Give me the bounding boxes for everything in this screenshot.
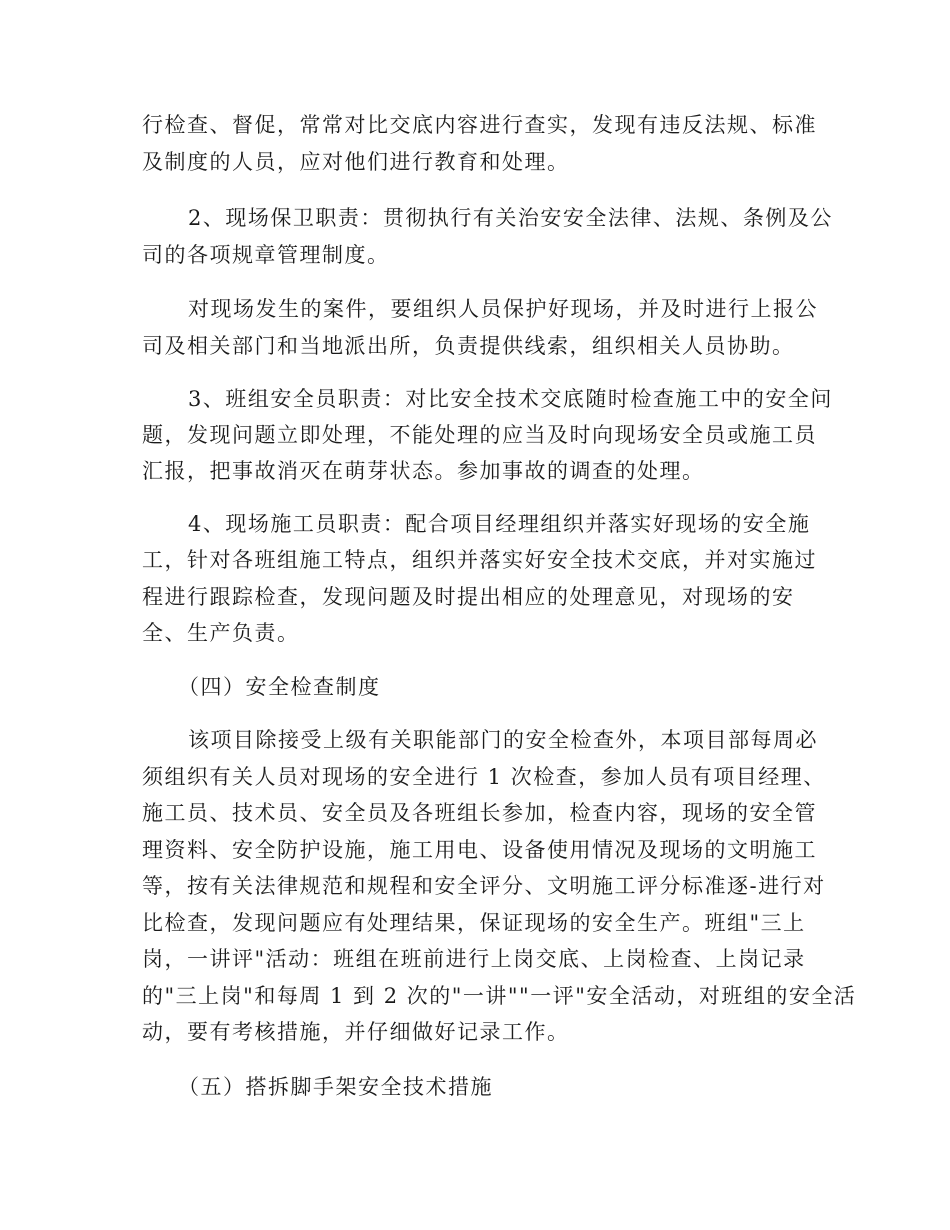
text-line: 全、生产负责。 — [142, 621, 300, 645]
text-line: 司的各项规章管理制度。 — [142, 243, 390, 267]
text-line: 比检查，发现问题应有处理结果，保证现场的安全生产。班组"三上 — [142, 911, 806, 935]
text-line: 岗，一讲评"活动：班组在班前进行上岗交底、上岗检查、上岗记录 — [142, 947, 806, 971]
text-line: 施工员、技术员、安全员及各班组长参加，检查内容，现场的安全管 — [142, 801, 817, 825]
text-line: 汇报，把事故消灭在萌芽状态。参加事故的调查的处理。 — [142, 459, 705, 483]
text-line: 3、班组安全员职责：对比安全技术交底随时检查施工中的安全问 — [188, 387, 833, 411]
text-line: 理资料、安全防护设施，施工用电、设备使用情况及现场的文明施工 — [142, 838, 817, 862]
text-line: 2、现场保卫职责：贯彻执行有关治安安全法律、法规、条例及公 — [188, 206, 833, 230]
text-line: 该项目除接受上级有关职能部门的安全检查外，本项目部每周必 — [188, 728, 818, 752]
text-line: 程进行跟踪检查，发现问题及时提出相应的处理意见，对现场的安 — [142, 585, 795, 609]
text-line: 须组织有关人员对现场的安全进行 1 次检查，参加人员有项目经理、 — [142, 765, 826, 789]
section-heading: （五）搭拆脚手架安全技术措施 — [178, 1075, 493, 1099]
text-line: 及制度的人员，应对他们进行教育和处理。 — [142, 150, 570, 174]
text-line: 4、现场施工员职责：配合项目经理组织并落实好现场的安全施 — [188, 512, 811, 536]
text-line: 等，按有关法律规范和规程和安全评分、文明施工评分标准逐-进行对 — [142, 874, 826, 898]
text-line: 工，针对各班组施工特点，组织并落实好安全技术交底，并对实施过 — [142, 548, 817, 572]
text-line: 题，发现问题立即处理，不能处理的应当及时向现场安全员或施工员 — [142, 423, 817, 447]
text-line: 的"三上岗"和每周 1 到 2 次的"一讲""一评"安全活动，对班组的安全活 — [142, 984, 857, 1008]
text-line: 对现场发生的案件，要组织人员保护好现场，并及时进行上报公 — [188, 297, 818, 321]
section-heading: （四）安全检查制度 — [178, 675, 381, 699]
text-line: 动，要有考核措施，并仔细做好记录工作。 — [142, 1020, 570, 1044]
text-line: 行检查、督促，常常对比交底内容进行查实，发现有违反法规、标准 — [142, 113, 817, 137]
text-line: 司及相关部门和当地派出所，负责提供线索，组织相关人员协助。 — [142, 334, 795, 358]
